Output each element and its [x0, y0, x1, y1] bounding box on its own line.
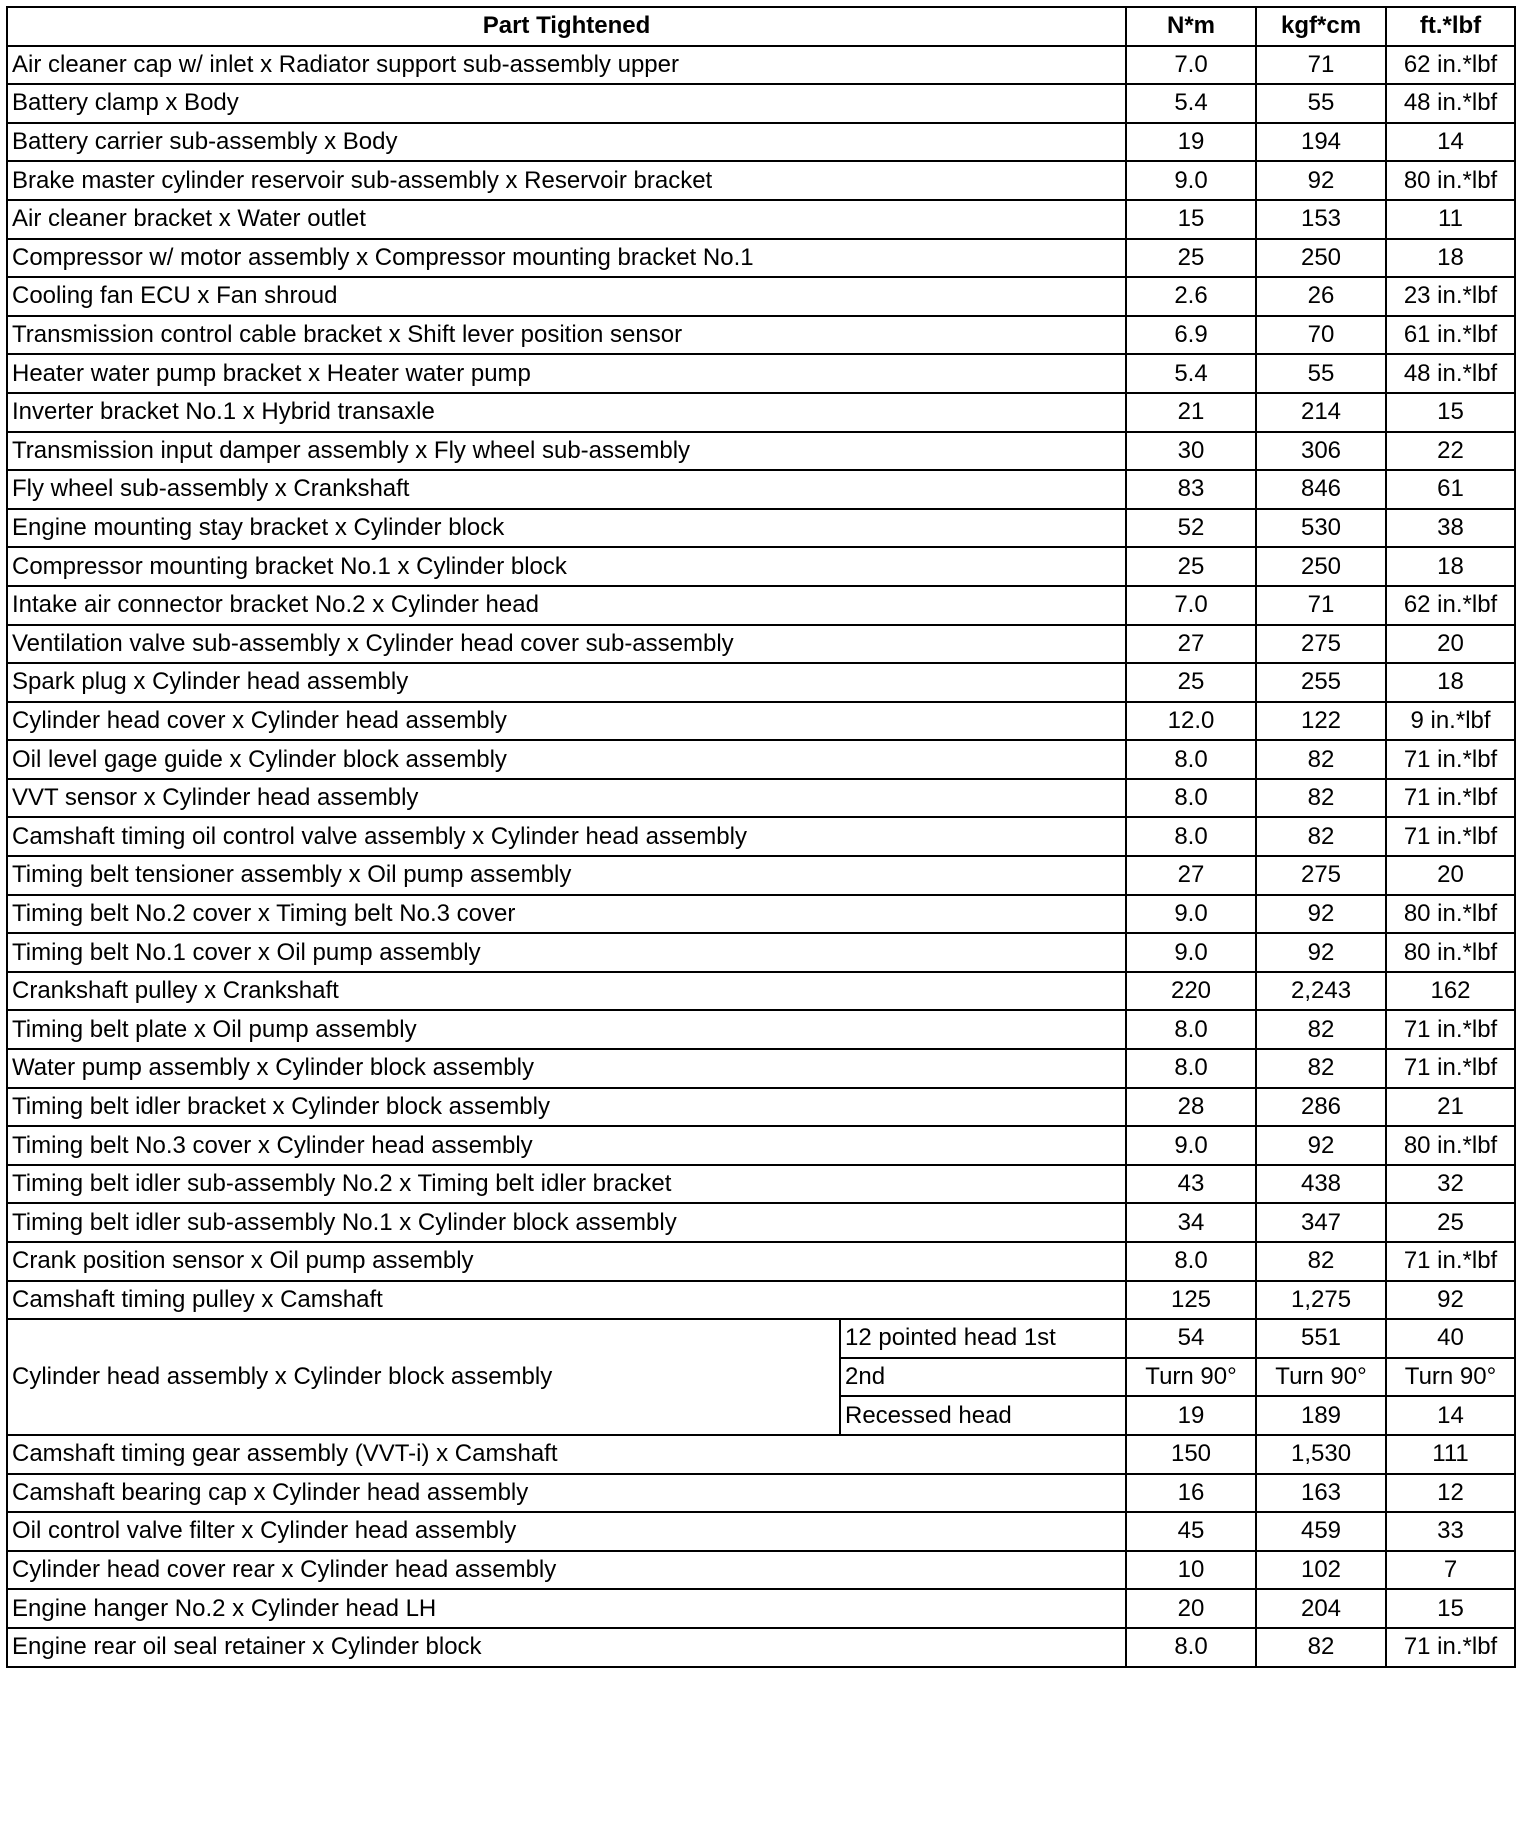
- table-row: [7, 625, 1515, 664]
- header-row: [7, 7, 1515, 46]
- part-tightened-cell: Engine hanger No.2 x Cylinder head LH: [7, 1589, 1126, 1628]
- kgf-cm-value-cell: 250: [1256, 547, 1386, 586]
- table-row: [7, 740, 1515, 779]
- kgf-cm-value-cell: 275: [1256, 856, 1386, 895]
- part-tightened-cell: Timing belt No.2 cover x Timing belt No.3 cover: [7, 895, 1126, 934]
- nm-value-cell: 2.6: [1126, 277, 1256, 316]
- nm-value-cell: 28: [1126, 1088, 1256, 1127]
- kgf-cm-value-cell: 92: [1256, 895, 1386, 934]
- nm-value-cell: 12.0: [1126, 702, 1256, 741]
- tightening-step-cell: 12 pointed head 1st: [840, 1319, 1126, 1358]
- kgf-cm-value-cell: 189: [1256, 1396, 1386, 1435]
- ft-lbf-value-cell: 15: [1386, 393, 1515, 432]
- ft-lbf-value-cell: 11: [1386, 200, 1515, 239]
- part-tightened-cell: Cylinder head cover x Cylinder head assembly: [7, 702, 1126, 741]
- table-row: [7, 1474, 1515, 1513]
- part-tightened-cell: Timing belt idler bracket x Cylinder block assembly: [7, 1088, 1126, 1127]
- part-tightened-cell: Battery carrier sub-assembly x Body: [7, 123, 1126, 162]
- ft-lbf-value-cell: 71 in.*lbf: [1386, 1242, 1515, 1281]
- ft-lbf-value-cell: 22: [1386, 432, 1515, 471]
- kgf-cm-value-cell: 1,275: [1256, 1281, 1386, 1320]
- ft-lbf-value-cell: 38: [1386, 509, 1515, 548]
- kgf-cm-value-cell: 82: [1256, 817, 1386, 856]
- ft-lbf-value-cell: 71 in.*lbf: [1386, 1049, 1515, 1088]
- part-tightened-cell: Cooling fan ECU x Fan shroud: [7, 277, 1126, 316]
- kgf-cm-value-cell: 438: [1256, 1165, 1386, 1204]
- kgf-cm-value-cell: 82: [1256, 1049, 1386, 1088]
- part-tightened-cell: Timing belt No.3 cover x Cylinder head assembly: [7, 1126, 1126, 1165]
- table-row: [7, 1126, 1515, 1165]
- ft-lbf-value-cell: 48 in.*lbf: [1386, 84, 1515, 123]
- kgf-cm-value-cell: 82: [1256, 779, 1386, 818]
- tightening-step-cell: 2nd: [840, 1358, 1126, 1397]
- nm-value-cell: 150: [1126, 1435, 1256, 1474]
- table-row: [7, 239, 1515, 278]
- table-row: [7, 817, 1515, 856]
- kgf-cm-value-cell: 275: [1256, 625, 1386, 664]
- nm-value-cell: 10: [1126, 1551, 1256, 1590]
- table-row: [7, 663, 1515, 702]
- part-tightened-cell: Compressor mounting bracket No.1 x Cylinder block: [7, 547, 1126, 586]
- ft-lbf-value-cell: 40: [1386, 1319, 1515, 1358]
- ft-lbf-value-cell: 80 in.*lbf: [1386, 895, 1515, 934]
- nm-value-cell: 220: [1126, 972, 1256, 1011]
- kgf-cm-value-cell: 347: [1256, 1203, 1386, 1242]
- ft-lbf-value-cell: 7: [1386, 1551, 1515, 1590]
- ft-lbf-value-cell: 18: [1386, 239, 1515, 278]
- ft-lbf-value-cell: 61: [1386, 470, 1515, 509]
- table-row: [7, 586, 1515, 625]
- part-tightened-cell: Timing belt idler sub-assembly No.2 x Timing belt idler bracket: [7, 1165, 1126, 1204]
- part-tightened-cell: Camshaft bearing cap x Cylinder head assembly: [7, 1474, 1126, 1513]
- ft-lbf-value-cell: 71 in.*lbf: [1386, 779, 1515, 818]
- kgf-cm-value-cell: 82: [1256, 1628, 1386, 1667]
- part-tightened-cell: Compressor w/ motor assembly x Compressor mounting bracket No.1: [7, 239, 1126, 278]
- kgf-cm-value-cell: 55: [1256, 84, 1386, 123]
- part-tightened-cell: VVT sensor x Cylinder head assembly: [7, 779, 1126, 818]
- table-body: [7, 46, 1515, 1667]
- kgf-cm-value-cell: 846: [1256, 470, 1386, 509]
- nm-value-cell: 9.0: [1126, 895, 1256, 934]
- part-tightened-cell: Brake master cylinder reservoir sub-assembly x Reservoir bracket: [7, 161, 1126, 200]
- part-tightened-cell: Timing belt plate x Oil pump assembly: [7, 1010, 1126, 1049]
- nm-value-cell: 5.4: [1126, 354, 1256, 393]
- table-row: [7, 1242, 1515, 1281]
- ft-lbf-value-cell: 111: [1386, 1435, 1515, 1474]
- part-tightened-cell: Timing belt tensioner assembly x Oil pump assembly: [7, 856, 1126, 895]
- table-row: [7, 1628, 1515, 1667]
- table-row: [7, 200, 1515, 239]
- kgf-cm-value-cell: 153: [1256, 200, 1386, 239]
- ft-lbf-value-cell: 23 in.*lbf: [1386, 277, 1515, 316]
- part-tightened-cell: Water pump assembly x Cylinder block assembly: [7, 1049, 1126, 1088]
- table-row: [7, 84, 1515, 123]
- table-row: [7, 509, 1515, 548]
- ft-lbf-value-cell: 9 in.*lbf: [1386, 702, 1515, 741]
- part-tightened-cell: Heater water pump bracket x Heater water pump: [7, 354, 1126, 393]
- table-row: [7, 1512, 1515, 1551]
- nm-value-cell: 8.0: [1126, 1242, 1256, 1281]
- ft-lbf-value-cell: 21: [1386, 1088, 1515, 1127]
- kgf-cm-value-cell: 26: [1256, 277, 1386, 316]
- nm-value-cell: 7.0: [1126, 46, 1256, 85]
- table-row: [7, 895, 1515, 934]
- part-tightened-cell: Crankshaft pulley x Crankshaft: [7, 972, 1126, 1011]
- kgf-cm-header: kgf*cm: [1256, 7, 1386, 46]
- kgf-cm-value-cell: 214: [1256, 393, 1386, 432]
- nm-value-cell: 8.0: [1126, 779, 1256, 818]
- table-row: [7, 470, 1515, 509]
- table-row: [7, 547, 1515, 586]
- part-tightened-cell: Engine rear oil seal retainer x Cylinder block: [7, 1628, 1126, 1667]
- part-tightened-cell: Intake air connector bracket No.2 x Cylinder head: [7, 586, 1126, 625]
- table-row: [7, 432, 1515, 471]
- ft-lbf-value-cell: 18: [1386, 547, 1515, 586]
- part-tightened-cell: Fly wheel sub-assembly x Crankshaft: [7, 470, 1126, 509]
- nm-value-cell: 9.0: [1126, 933, 1256, 972]
- nm-value-cell: 83: [1126, 470, 1256, 509]
- table-row: [7, 1435, 1515, 1474]
- part-tightened-cell: Battery clamp x Body: [7, 84, 1126, 123]
- kgf-cm-value-cell: 204: [1256, 1589, 1386, 1628]
- kgf-cm-value-cell: 250: [1256, 239, 1386, 278]
- ft-lbf-value-cell: 162: [1386, 972, 1515, 1011]
- part-tightened-cell: Camshaft timing oil control valve assembly x Cylinder head assembly: [7, 817, 1126, 856]
- part-tightened-cell: Oil control valve filter x Cylinder head assembly: [7, 1512, 1126, 1551]
- part-tightened-header: Part Tightened: [7, 7, 1126, 46]
- table-row: [7, 393, 1515, 432]
- nm-value-cell: 8.0: [1126, 740, 1256, 779]
- kgf-cm-value-cell: 306: [1256, 432, 1386, 471]
- table-row: [7, 1589, 1515, 1628]
- part-tightened-cell: Timing belt No.1 cover x Oil pump assembly: [7, 933, 1126, 972]
- ft-lbf-value-cell: Turn 90°: [1386, 1358, 1515, 1397]
- nm-value-cell: 5.4: [1126, 84, 1256, 123]
- part-tightened-cell: Air cleaner bracket x Water outlet: [7, 200, 1126, 239]
- table-row: [7, 1010, 1515, 1049]
- table-row: [7, 933, 1515, 972]
- part-tightened-cell: Spark plug x Cylinder head assembly: [7, 663, 1126, 702]
- table-row: [7, 1551, 1515, 1590]
- tightening-step-cell: Recessed head: [840, 1396, 1126, 1435]
- part-tightened-cell: Air cleaner cap w/ inlet x Radiator support sub-assembly upper: [7, 46, 1126, 85]
- nm-value-cell: Turn 90°: [1126, 1358, 1256, 1397]
- ft-lbf-value-cell: 20: [1386, 625, 1515, 664]
- nm-value-cell: 43: [1126, 1165, 1256, 1204]
- ft-lbf-value-cell: 20: [1386, 856, 1515, 895]
- nm-value-cell: 27: [1126, 625, 1256, 664]
- kgf-cm-value-cell: 82: [1256, 1010, 1386, 1049]
- table-row: [7, 702, 1515, 741]
- nm-value-cell: 19: [1126, 123, 1256, 162]
- part-tightened-cell: Crank position sensor x Oil pump assembly: [7, 1242, 1126, 1281]
- ft-lbf-value-cell: 48 in.*lbf: [1386, 354, 1515, 393]
- nm-value-cell: 8.0: [1126, 1010, 1256, 1049]
- part-tightened-cell: Timing belt idler sub-assembly No.1 x Cylinder block assembly: [7, 1203, 1126, 1242]
- kgf-cm-value-cell: 70: [1256, 316, 1386, 355]
- nm-value-cell: 52: [1126, 509, 1256, 548]
- ft-lbf-value-cell: 62 in.*lbf: [1386, 586, 1515, 625]
- nm-value-cell: 9.0: [1126, 1126, 1256, 1165]
- ft-lbf-value-cell: 71 in.*lbf: [1386, 817, 1515, 856]
- kgf-cm-value-cell: 286: [1256, 1088, 1386, 1127]
- kgf-cm-value-cell: 71: [1256, 586, 1386, 625]
- kgf-cm-value-cell: 255: [1256, 663, 1386, 702]
- part-tightened-cell: Transmission control cable bracket x Shift lever position sensor: [7, 316, 1126, 355]
- ft-lbf-value-cell: 12: [1386, 1474, 1515, 1513]
- nm-value-cell: 45: [1126, 1512, 1256, 1551]
- table-row: [7, 779, 1515, 818]
- table-row: [7, 1088, 1515, 1127]
- nm-value-cell: 19: [1126, 1396, 1256, 1435]
- kgf-cm-value-cell: Turn 90°: [1256, 1358, 1386, 1397]
- ft-lbf-value-cell: 80 in.*lbf: [1386, 933, 1515, 972]
- nm-value-cell: 15: [1126, 200, 1256, 239]
- nm-value-cell: 25: [1126, 663, 1256, 702]
- nm-value-cell: 125: [1126, 1281, 1256, 1320]
- kgf-cm-value-cell: 2,243: [1256, 972, 1386, 1011]
- ft-lbf-value-cell: 71 in.*lbf: [1386, 1628, 1515, 1667]
- nm-value-cell: 25: [1126, 547, 1256, 586]
- ft-lbf-value-cell: 33: [1386, 1512, 1515, 1551]
- table-row: [7, 1203, 1515, 1242]
- part-tightened-cell: Cylinder head cover rear x Cylinder head assembly: [7, 1551, 1126, 1590]
- kgf-cm-value-cell: 92: [1256, 1126, 1386, 1165]
- part-tightened-cell: Camshaft timing pulley x Camshaft: [7, 1281, 1126, 1320]
- nm-header: N*m: [1126, 7, 1256, 46]
- nm-value-cell: 6.9: [1126, 316, 1256, 355]
- kgf-cm-value-cell: 55: [1256, 354, 1386, 393]
- nm-value-cell: 54: [1126, 1319, 1256, 1358]
- table-row: [7, 1165, 1515, 1204]
- table-row: [7, 354, 1515, 393]
- nm-value-cell: 16: [1126, 1474, 1256, 1513]
- part-tightened-cell: Engine mounting stay bracket x Cylinder block: [7, 509, 1126, 548]
- nm-value-cell: 9.0: [1126, 161, 1256, 200]
- ft-lbf-value-cell: 71 in.*lbf: [1386, 1010, 1515, 1049]
- table-row: [7, 161, 1515, 200]
- table-row: [7, 1281, 1515, 1320]
- ft-lbf-value-cell: 14: [1386, 123, 1515, 162]
- nm-value-cell: 21: [1126, 393, 1256, 432]
- nm-value-cell: 8.0: [1126, 1628, 1256, 1667]
- ft-lbf-value-cell: 32: [1386, 1165, 1515, 1204]
- part-tightened-cell: Transmission input damper assembly x Fly wheel sub-assembly: [7, 432, 1126, 471]
- kgf-cm-value-cell: 163: [1256, 1474, 1386, 1513]
- table-row: [7, 46, 1515, 85]
- nm-value-cell: 27: [1126, 856, 1256, 895]
- ft-lbf-value-cell: 25: [1386, 1203, 1515, 1242]
- kgf-cm-value-cell: 82: [1256, 1242, 1386, 1281]
- table-row: [7, 316, 1515, 355]
- table-row: [7, 277, 1515, 316]
- ft-lbf-value-cell: 92: [1386, 1281, 1515, 1320]
- part-tightened-cell: Cylinder head assembly x Cylinder block assembly: [7, 1319, 840, 1435]
- kgf-cm-value-cell: 82: [1256, 740, 1386, 779]
- ft-lbf-value-cell: 15: [1386, 1589, 1515, 1628]
- ft-lbf-header: ft.*lbf: [1386, 7, 1515, 46]
- ft-lbf-value-cell: 18: [1386, 663, 1515, 702]
- ft-lbf-value-cell: 80 in.*lbf: [1386, 1126, 1515, 1165]
- table-row: [7, 856, 1515, 895]
- kgf-cm-value-cell: 71: [1256, 46, 1386, 85]
- table-row: [7, 972, 1515, 1011]
- part-tightened-cell: Oil level gage guide x Cylinder block assembly: [7, 740, 1126, 779]
- kgf-cm-value-cell: 459: [1256, 1512, 1386, 1551]
- ft-lbf-value-cell: 62 in.*lbf: [1386, 46, 1515, 85]
- ft-lbf-value-cell: 71 in.*lbf: [1386, 740, 1515, 779]
- kgf-cm-value-cell: 122: [1256, 702, 1386, 741]
- nm-value-cell: 7.0: [1126, 586, 1256, 625]
- kgf-cm-value-cell: 194: [1256, 123, 1386, 162]
- part-tightened-cell: Camshaft timing gear assembly (VVT-i) x Camshaft: [7, 1435, 1126, 1474]
- nm-value-cell: 30: [1126, 432, 1256, 471]
- nm-value-cell: 8.0: [1126, 817, 1256, 856]
- kgf-cm-value-cell: 551: [1256, 1319, 1386, 1358]
- table-row: [7, 1049, 1515, 1088]
- kgf-cm-value-cell: 530: [1256, 509, 1386, 548]
- part-tightened-cell: Ventilation valve sub-assembly x Cylinder head cover sub-assembly: [7, 625, 1126, 664]
- nm-value-cell: 20: [1126, 1589, 1256, 1628]
- torque-specification-table: [6, 6, 1516, 1668]
- nm-value-cell: 25: [1126, 239, 1256, 278]
- nm-value-cell: 8.0: [1126, 1049, 1256, 1088]
- ft-lbf-value-cell: 80 in.*lbf: [1386, 161, 1515, 200]
- table-row: [7, 123, 1515, 162]
- kgf-cm-value-cell: 102: [1256, 1551, 1386, 1590]
- kgf-cm-value-cell: 92: [1256, 933, 1386, 972]
- kgf-cm-value-cell: 1,530: [1256, 1435, 1386, 1474]
- ft-lbf-value-cell: 14: [1386, 1396, 1515, 1435]
- kgf-cm-value-cell: 92: [1256, 161, 1386, 200]
- part-tightened-cell: Inverter bracket No.1 x Hybrid transaxle: [7, 393, 1126, 432]
- nm-value-cell: 34: [1126, 1203, 1256, 1242]
- ft-lbf-value-cell: 61 in.*lbf: [1386, 316, 1515, 355]
- table-row-step: [7, 1319, 1515, 1358]
